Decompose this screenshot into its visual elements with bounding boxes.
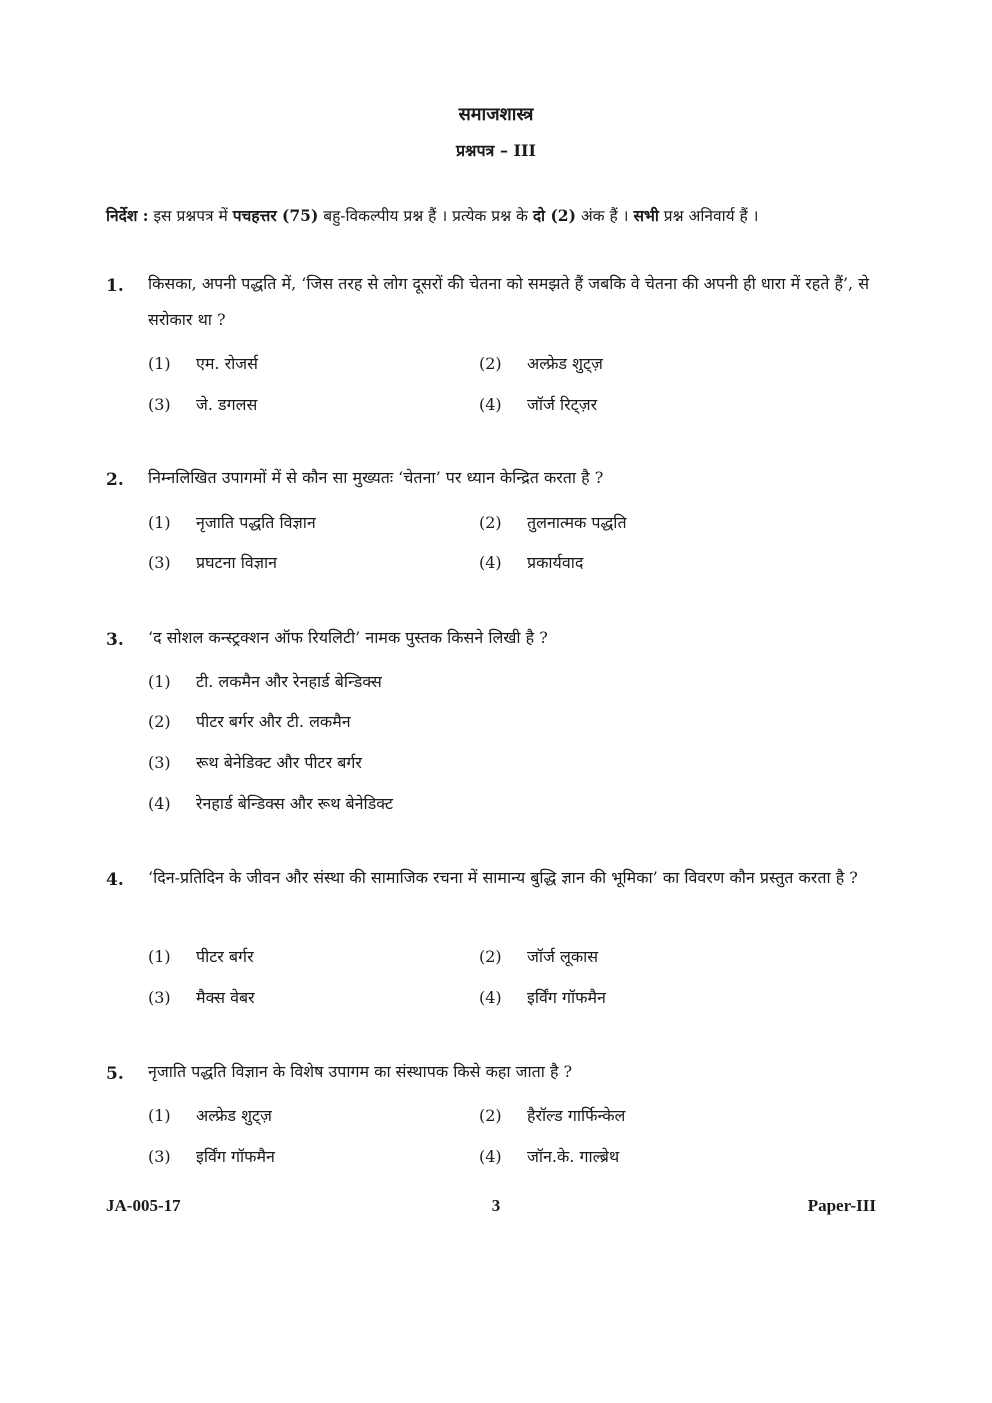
option-text: मैक्स वेबर	[196, 988, 255, 1007]
option	[479, 551, 583, 573]
option-text: हैरॉल्ड गार्फिन्केल	[527, 1106, 626, 1125]
option-text: रेनहार्ड बेन्डिक्स और रूथ बेनेडिक्ट	[196, 794, 394, 813]
option-text: एम. रोजर्स	[196, 354, 258, 373]
page-number: 3	[491, 1196, 501, 1215]
instructions-all: सभी	[633, 206, 659, 225]
option	[479, 986, 606, 1008]
option-number: (1)	[148, 354, 171, 373]
instructions	[106, 204, 906, 226]
option-text: जॉर्ज रिट्ज़र	[527, 395, 598, 414]
question-text: किसका, अपनी पद्धति में, ‘जिस तरह से लोग दूसरों की चेतना को समझते हैं जबकि वे चेतना की अपनी ही धारा में रहते हैं’, से सरोकार था ?	[148, 274, 870, 329]
instructions-count: पचहत्तर (75)	[232, 206, 319, 225]
option-number: (2)	[148, 712, 171, 731]
option-text: जॉन.के. गाल्ब्रेथ	[527, 1147, 620, 1166]
instructions-text: इस प्रश्नपत्र में	[148, 207, 233, 225]
option	[148, 551, 277, 573]
question-number: 1.	[106, 276, 124, 296]
option	[479, 1145, 619, 1167]
option-text: जॉर्ज लूकास	[527, 947, 599, 966]
option-text: अल्फ्रेड शुट्ज़	[196, 1106, 272, 1125]
option-text: प्रकार्यवाद	[527, 553, 584, 572]
instructions-text: बहु-विकल्पीय प्रश्न हैं । प्रत्येक प्रश्न के	[318, 207, 533, 225]
option-text: रूथ बेनेडिक्ट और पीटर बर्गर	[196, 753, 362, 772]
option	[148, 1104, 272, 1126]
option	[148, 945, 254, 967]
option-number: (4)	[148, 794, 171, 813]
instructions-text: प्रश्न अनिवार्य हैं ।	[658, 207, 759, 225]
question-number: 5.	[106, 1064, 124, 1084]
option	[148, 352, 258, 374]
option-number: (1)	[148, 672, 171, 691]
option-number: (3)	[148, 753, 171, 772]
option-number: (3)	[148, 395, 171, 414]
page-title: समाजशास्त्र	[458, 104, 534, 125]
option	[148, 751, 362, 773]
instructions-label: निर्देश :	[106, 206, 149, 225]
option-text: नृजाति पद्धति विज्ञान	[196, 513, 316, 532]
option	[148, 511, 316, 533]
option-number: (4)	[479, 988, 502, 1007]
option-number: (3)	[148, 553, 171, 572]
footer-paper: Paper-III	[807, 1196, 876, 1215]
option	[479, 945, 598, 967]
option-number: (3)	[148, 988, 171, 1007]
option-number: (4)	[479, 553, 502, 572]
option-text: इर्विंग गॉफमैन	[196, 1147, 275, 1166]
option-text: जे. डगलस	[196, 395, 258, 414]
option	[148, 393, 257, 415]
option	[479, 352, 603, 374]
option	[148, 1145, 275, 1167]
option-text: प्रघटना विज्ञान	[196, 553, 278, 572]
option-text: पीटर बर्गर और टी. लकमैन	[196, 712, 351, 731]
option-number: (1)	[148, 1106, 171, 1125]
instructions-text: अंक हैं ।	[575, 207, 634, 225]
option-number: (2)	[479, 513, 502, 532]
question-number: 3.	[106, 630, 124, 650]
option	[148, 710, 351, 732]
option	[148, 986, 255, 1008]
paper-number: प्रश्नपत्र – III	[456, 141, 536, 160]
option	[479, 393, 597, 415]
option	[479, 1104, 625, 1126]
option-number: (2)	[479, 947, 502, 966]
option-text: तुलनात्मक पद्धति	[527, 513, 627, 532]
option	[148, 792, 393, 814]
option-number: (4)	[479, 395, 502, 414]
option-text: इर्विंग गॉफमैन	[527, 988, 606, 1007]
option	[148, 670, 382, 692]
question-text: ‘द सोशल कन्स्ट्रक्शन ऑफ रियलिटी’ नामक पुस्तक किसने लिखी है ?	[148, 628, 548, 647]
question-text: निम्नलिखित उपागमों में से कौन सा मुख्यतः ‘चेतना’ पर ध्यान केन्द्रित करता है ?	[148, 468, 604, 487]
question-number: 4.	[106, 870, 124, 890]
option	[479, 511, 627, 533]
option-text: अल्फ्रेड शुट्ज़	[527, 354, 603, 373]
option-number: (1)	[148, 947, 171, 966]
option-number: (3)	[148, 1147, 171, 1166]
option-number: (1)	[148, 513, 171, 532]
instructions-marks: दो (2)	[532, 206, 576, 225]
option-number: (4)	[479, 1147, 502, 1166]
footer-code: JA-005-17	[106, 1196, 181, 1215]
option-text: पीटर बर्गर	[196, 947, 254, 966]
option-text: टी. लकमैन और रेनहार्ड बेन्डिक्स	[196, 672, 382, 691]
option-number: (2)	[479, 1106, 502, 1125]
option-number: (2)	[479, 354, 502, 373]
question-text: नृजाति पद्धति विज्ञान के विशेष उपागम का संस्थापक किसे कहा जाता है ?	[148, 1062, 573, 1081]
question-text: ‘दिन-प्रतिदिन के जीवन और संस्था की सामाजिक रचना में सामान्य बुद्धि ज्ञान की भूमिका’ का विवरण कौन प्रस्तुत करता है ?	[148, 868, 858, 887]
question-number: 2.	[106, 470, 124, 490]
